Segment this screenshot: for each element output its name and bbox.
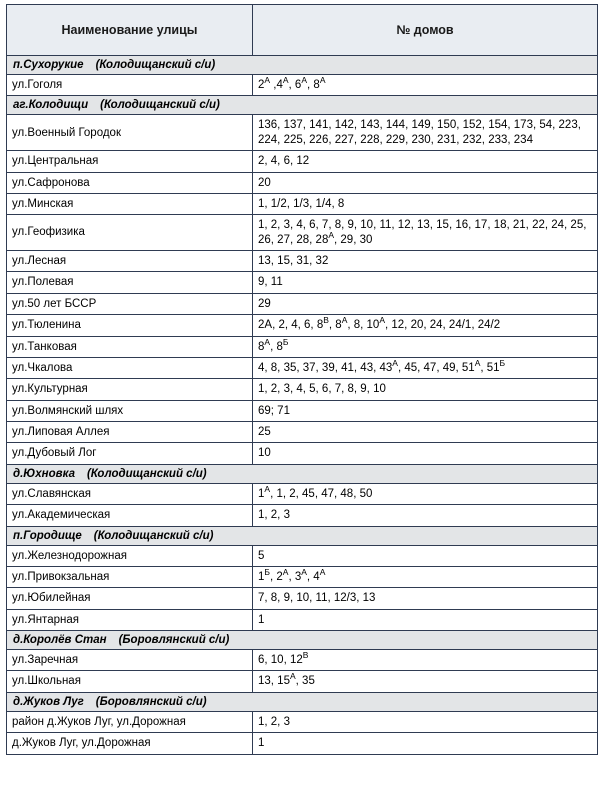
- section-locality: д.Юхновка: [13, 467, 75, 480]
- street-name-cell: ул.Железнодорожная: [7, 545, 253, 566]
- section-locality: аг.Колодищи: [13, 99, 89, 112]
- house-numbers-cell: 25: [253, 422, 598, 443]
- house-numbers-cell: 1, 2, 3, 4, 6, 7, 8, 9, 10, 11, 12, 13, 15, 16, 17, 18, 21, 22, 24, 25, 26, 27, 28, $28^А$, 29, 30: [253, 215, 598, 251]
- house-numbers-cell: 10: [253, 443, 598, 464]
- house-numbers-cell: 9, 11: [253, 272, 598, 293]
- street-name-cell: ул.Геофизика: [7, 215, 253, 251]
- table-row: [7, 272, 598, 293]
- section-council: (Колодищанский с/и): [86, 467, 207, 480]
- table-row: [7, 566, 598, 587]
- section-label: [7, 631, 598, 650]
- section-label: [7, 464, 598, 483]
- table-section-row: [7, 631, 598, 650]
- street-name-cell: ул.Академическая: [7, 505, 253, 526]
- table-row: [7, 711, 598, 732]
- house-numbers-cell: 69; 71: [253, 400, 598, 421]
- table-row: [7, 151, 598, 172]
- street-name-cell: ул.Центральная: [7, 151, 253, 172]
- section-council: (Колодищанский с/и): [95, 59, 216, 71]
- house-numbers-cell: 4, 8, 35, 37, 39, 41, 43, $43^А$, 45, 47, 49, $51^А$, $51^Б$: [253, 357, 598, 378]
- table-row: [7, 650, 598, 671]
- table-row: [7, 193, 598, 214]
- column-header-street: Наименование улицы: [7, 5, 253, 56]
- street-name-cell: ул.Военный Городок: [7, 115, 253, 151]
- street-name-cell: ул.Дубовый Лог: [7, 443, 253, 464]
- table-header: [7, 5, 598, 56]
- section-label: [7, 526, 598, 545]
- street-name-cell: ул.Славянская: [7, 483, 253, 504]
- table-row: [7, 293, 598, 314]
- section-council: (Колодищанский с/и): [93, 529, 214, 542]
- table-row: [7, 422, 598, 443]
- street-name-cell: ул.Гоголя: [7, 75, 253, 96]
- house-numbers-cell: 1, 1/2, 1/3, 1/4, 8: [253, 193, 598, 214]
- section-council: (Боровлянский с/и): [95, 695, 207, 708]
- street-name-cell: д.Жуков Луг, ул.Дорожная: [7, 733, 253, 754]
- house-numbers-cell: 1, 2, 3, 4, 5, 6, 7, 8, 9, 10: [253, 379, 598, 400]
- table-header-row: [7, 5, 598, 56]
- house-numbers-cell: 2, 4, 6, 12: [253, 151, 598, 172]
- house-numbers-cell: 13, 15, 31, 32: [253, 251, 598, 272]
- house-numbers-cell: 136, 137, 141, 142, 143, 144, 149, 150, 152, 154, 173, 54, 223, 224, 225, 226, 227, 228, 229, 230, 231, 232, 233, 234: [253, 115, 598, 151]
- table-row: [7, 443, 598, 464]
- section-locality: п.Сухорукие: [13, 59, 84, 71]
- street-name-cell: ул.Культурная: [7, 379, 253, 400]
- street-name-cell: ул.Янтарная: [7, 609, 253, 630]
- table-row: [7, 545, 598, 566]
- table-row: [7, 379, 598, 400]
- section-label: [7, 692, 598, 711]
- house-numbers-cell: $1^А$, 1, 2, 45, 47, 48, 50: [253, 483, 598, 504]
- street-name-cell: район д.Жуков Луг, ул.Дорожная: [7, 711, 253, 732]
- table-row: [7, 115, 598, 151]
- section-label: [7, 56, 598, 75]
- street-name-cell: ул.Танковая: [7, 336, 253, 357]
- table-row: [7, 75, 598, 96]
- street-name-cell: ул.Привокзальная: [7, 566, 253, 587]
- table-row: [7, 357, 598, 378]
- street-name-cell: ул.50 лет БССР: [7, 293, 253, 314]
- section-locality: д.Жуков Луг: [13, 695, 84, 708]
- table-row: [7, 609, 598, 630]
- table-row: [7, 671, 598, 692]
- table-row: [7, 733, 598, 754]
- table-row: [7, 336, 598, 357]
- street-name-cell: ул.Школьная: [7, 671, 253, 692]
- house-numbers-cell: $2^А$ $,4^А$, $6^А$, $8^А$: [253, 75, 598, 96]
- table-row: [7, 172, 598, 193]
- table-row: [7, 315, 598, 336]
- street-name-cell: ул.Заречная: [7, 650, 253, 671]
- streets-table: [6, 4, 598, 755]
- street-name-cell: ул.Минская: [7, 193, 253, 214]
- table-section-row: [7, 56, 598, 75]
- table-row: [7, 215, 598, 251]
- table-section-row: [7, 96, 598, 115]
- house-numbers-cell: $8^А$, $8^Б$: [253, 336, 598, 357]
- house-numbers-cell: 1, 2, 3: [253, 505, 598, 526]
- house-numbers-cell: 1: [253, 733, 598, 754]
- street-name-cell: ул.Чкалова: [7, 357, 253, 378]
- street-name-cell: ул.Сафронова: [7, 172, 253, 193]
- table-row: [7, 483, 598, 504]
- street-name-cell: ул.Тюленина: [7, 315, 253, 336]
- house-numbers-cell: 1, 2, 3: [253, 711, 598, 732]
- house-numbers-cell: 1: [253, 609, 598, 630]
- house-numbers-cell: 2А, 2, 4, 6, $8^В$, $8^А$, 8, $10^А$, 12, 20, 24, 24/1, 24/2: [253, 315, 598, 336]
- table-row: [7, 588, 598, 609]
- house-numbers-cell: 6, 10, $12^В$: [253, 650, 598, 671]
- section-council: (Колодищанский с/и): [100, 99, 220, 112]
- street-name-cell: ул.Лесная: [7, 251, 253, 272]
- table-section-row: [7, 464, 598, 483]
- street-name-cell: ул.Липовая Аллея: [7, 422, 253, 443]
- column-header-houses: № домов: [253, 5, 598, 56]
- house-numbers-cell: 5: [253, 545, 598, 566]
- section-label: [7, 96, 598, 115]
- section-locality: п.Городище: [13, 529, 82, 542]
- street-name-cell: ул.Полевая: [7, 272, 253, 293]
- house-numbers-cell: 7, 8, 9, 10, 11, 12/3, 13: [253, 588, 598, 609]
- street-name-cell: ул.Юбилейная: [7, 588, 253, 609]
- house-numbers-cell: $1^Б$, $2^А$, $3^А$, $4^А$: [253, 566, 598, 587]
- section-locality: д.Королёв Стан: [13, 634, 107, 646]
- table-row: [7, 400, 598, 421]
- house-numbers-cell: 20: [253, 172, 598, 193]
- house-numbers-cell: 13, $15^А$, 35: [253, 671, 598, 692]
- house-numbers-cell: 29: [253, 293, 598, 314]
- table-section-row: [7, 526, 598, 545]
- table-body: [7, 56, 598, 755]
- table-section-row: [7, 692, 598, 711]
- table-row: [7, 505, 598, 526]
- street-name-cell: ул.Волмянский шлях: [7, 400, 253, 421]
- table-row: [7, 251, 598, 272]
- section-council: (Боровлянский с/и): [118, 634, 230, 646]
